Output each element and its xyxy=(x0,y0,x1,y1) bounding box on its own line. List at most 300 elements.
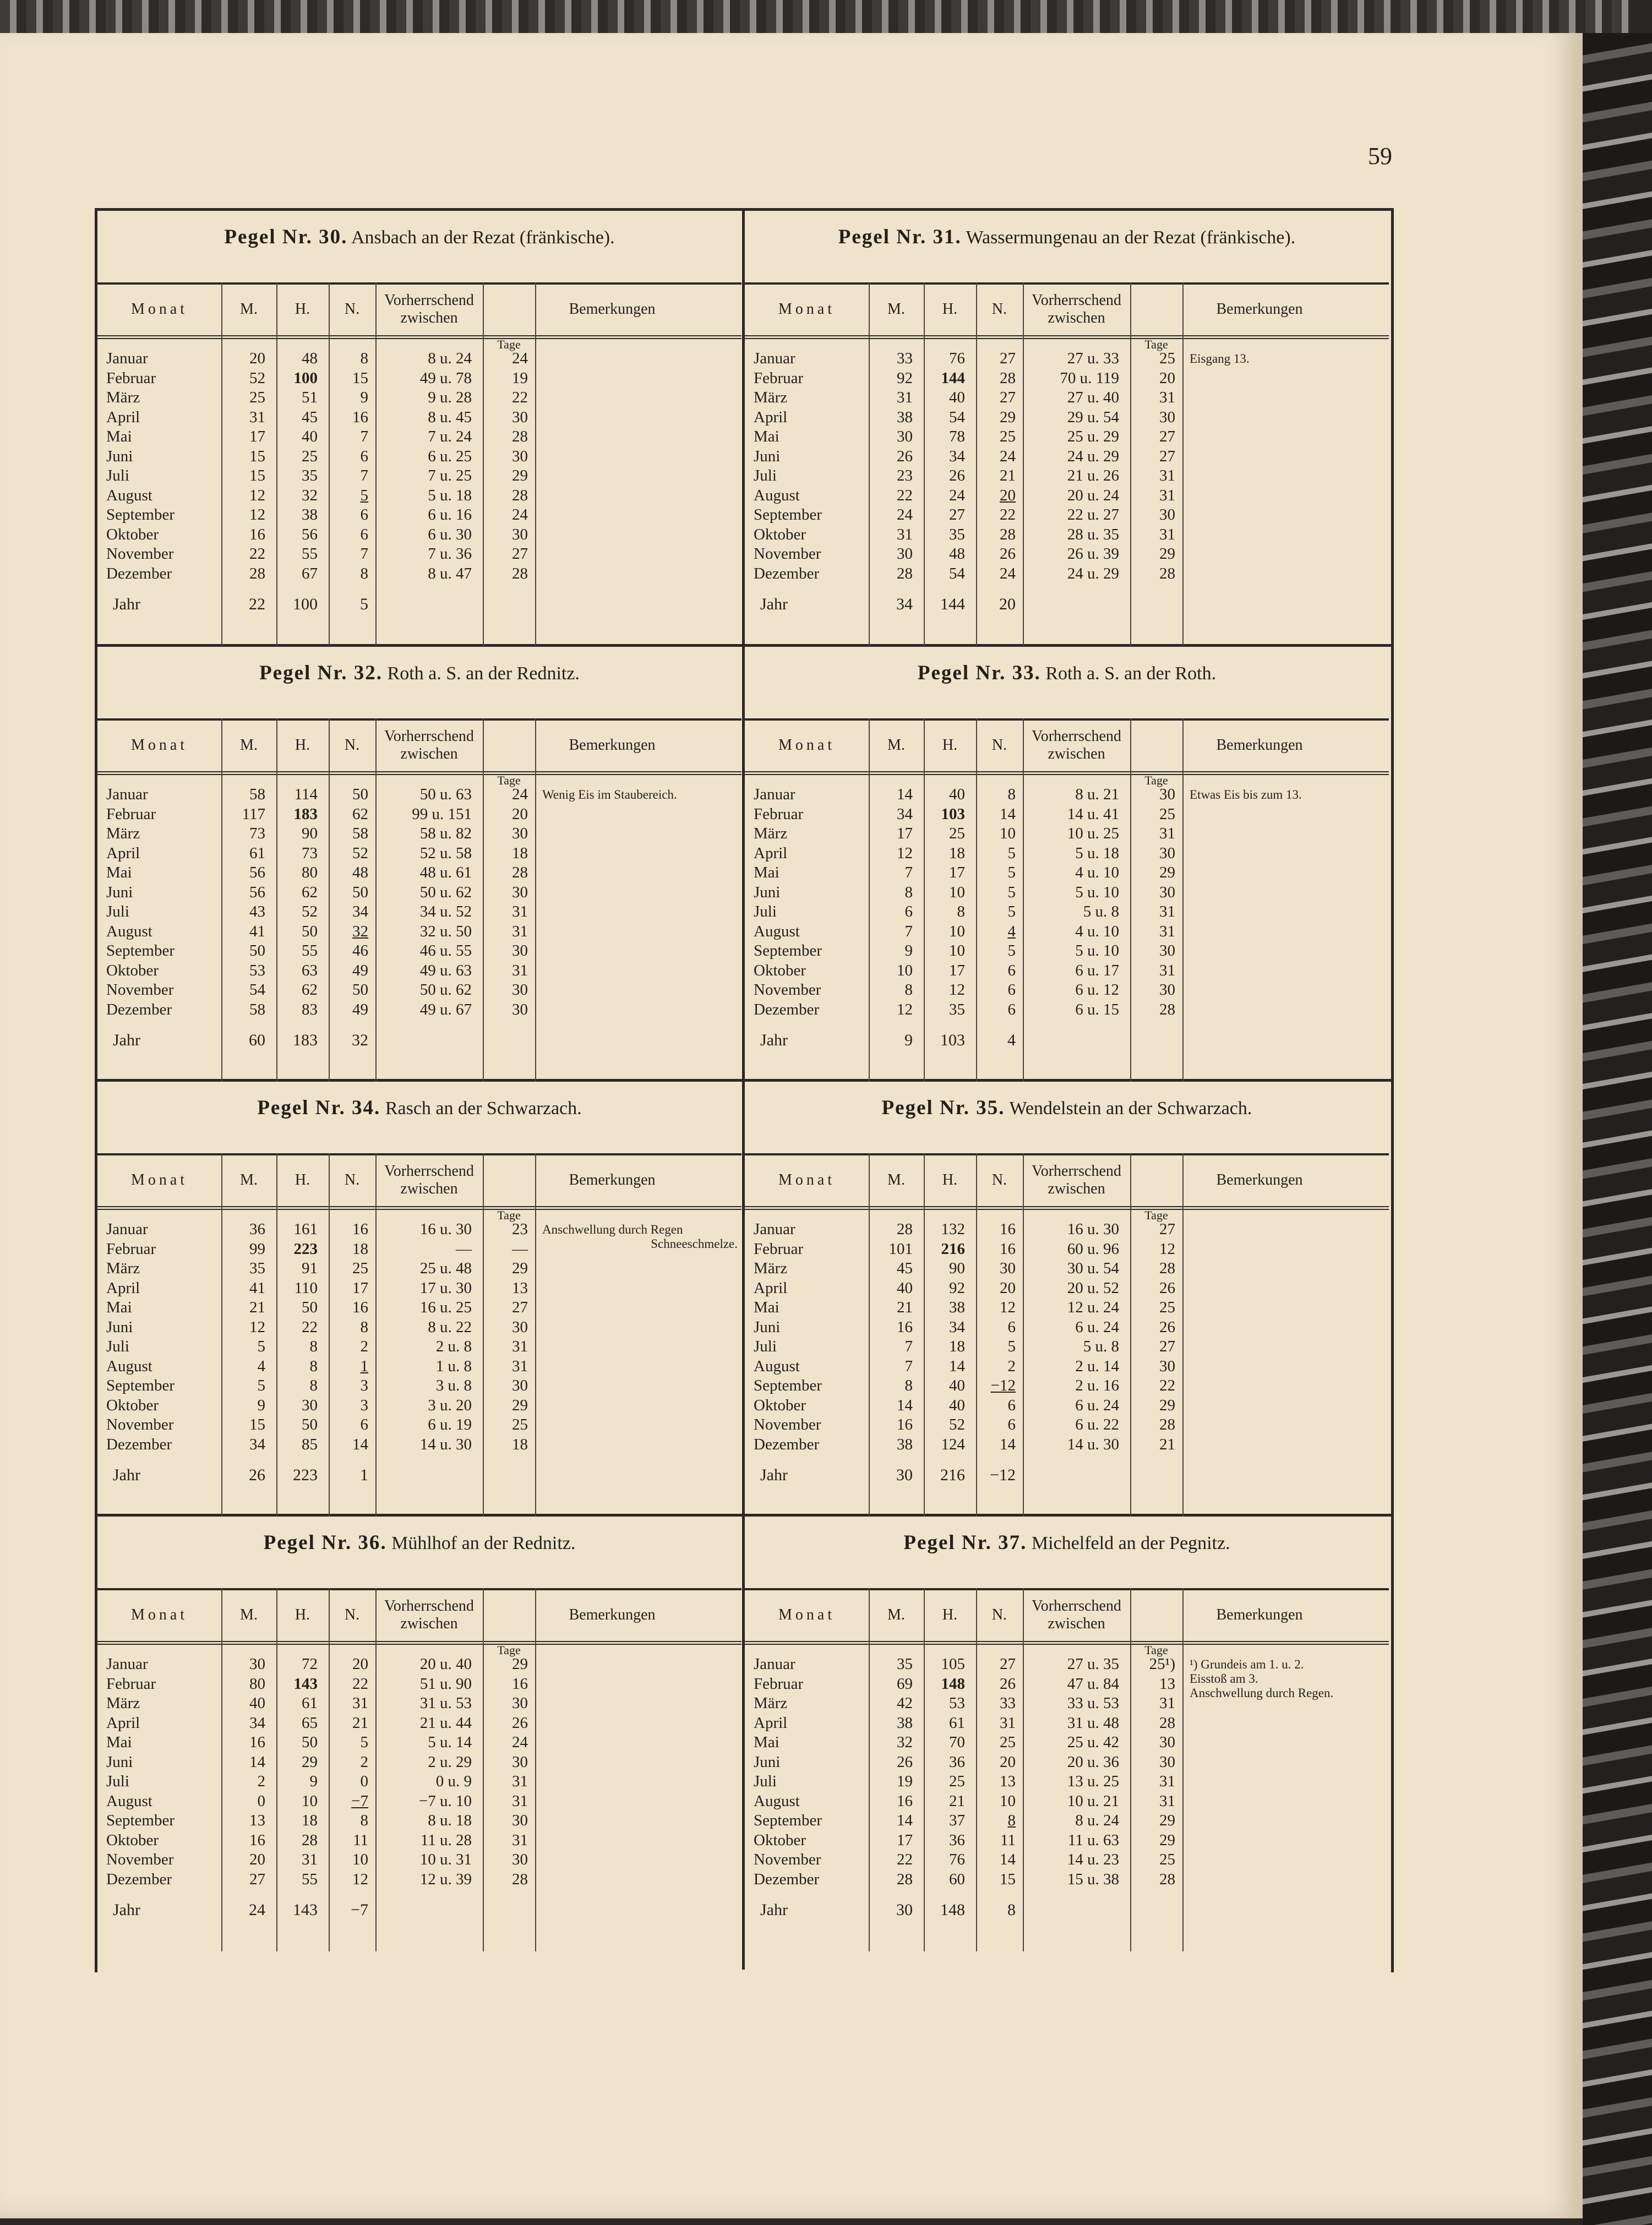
remarks xyxy=(1190,1657,1385,1700)
m-cell: 8 xyxy=(904,981,913,999)
table-row xyxy=(745,1436,1389,1455)
n-cell: 50 xyxy=(352,981,368,999)
table-row xyxy=(97,1436,742,1455)
table-row xyxy=(97,1753,742,1773)
h-cell: 27 xyxy=(949,506,965,523)
range-cell: — xyxy=(456,1240,472,1258)
month-cell: Oktober xyxy=(754,1396,806,1414)
year-h: 216 xyxy=(940,1466,965,1484)
month-cell: Januar xyxy=(106,350,148,367)
h-cell: 24 xyxy=(949,486,965,504)
range-cell: 5 u. 8 xyxy=(1083,1338,1119,1355)
m-cell: 61 xyxy=(249,844,265,862)
table-row xyxy=(97,1733,742,1753)
h-cell: 25 xyxy=(949,825,965,842)
h-cell: 10 xyxy=(949,942,965,959)
n-cell: 31 xyxy=(1000,1714,1016,1732)
n-cell: 10 xyxy=(1000,1792,1016,1810)
tage-cell: 28 xyxy=(1159,564,1175,582)
month-cell: August xyxy=(106,1357,152,1375)
table-row xyxy=(745,1870,1389,1890)
table-row xyxy=(97,1377,742,1397)
table-row xyxy=(745,923,1389,942)
header-vorherrschend: Vorherrschend zwischen xyxy=(1032,292,1121,326)
m-cell: 10 xyxy=(897,961,913,979)
h-cell: 51 xyxy=(302,389,318,406)
tage-cell: 18 xyxy=(512,1435,528,1453)
table-row xyxy=(97,408,742,428)
m-cell: 38 xyxy=(897,408,913,426)
n-cell: 6 xyxy=(1007,981,1016,999)
h-cell: 12 xyxy=(949,981,965,999)
year-row xyxy=(97,1466,742,1486)
header-m: M. xyxy=(887,301,905,318)
range-cell: 49 u. 78 xyxy=(419,369,472,387)
year-row xyxy=(97,595,742,615)
n-cell: 27 xyxy=(1000,350,1016,367)
header-rule xyxy=(97,338,742,339)
block-title xyxy=(97,1096,742,1120)
month-cell: Juni xyxy=(754,1318,781,1336)
h-cell: 8 xyxy=(957,903,965,920)
year-h: 183 xyxy=(293,1031,318,1049)
h-cell: 32 xyxy=(302,486,318,504)
header-vorherrschend: Vorherrschend zwischen xyxy=(1032,1163,1121,1197)
tage-cell: 31 xyxy=(512,903,528,920)
header-n: N. xyxy=(344,737,360,754)
remarks xyxy=(542,788,738,802)
range-cell: 8 u. 21 xyxy=(1075,786,1119,803)
month-cell: März xyxy=(106,389,140,406)
block-title xyxy=(97,661,742,685)
table-row xyxy=(97,389,742,408)
m-cell: 38 xyxy=(897,1714,913,1732)
m-cell: 9 xyxy=(904,942,913,959)
table-row xyxy=(745,1318,1389,1338)
block-title xyxy=(745,1531,1389,1555)
month-cell: November xyxy=(754,1416,821,1433)
range-cell: 33 u. 53 xyxy=(1067,1694,1119,1712)
range-cell: 70 u. 119 xyxy=(1060,369,1119,387)
block-title xyxy=(745,1096,1389,1120)
h-cell: 26 xyxy=(949,467,965,484)
table-row xyxy=(745,467,1389,487)
range-cell: 5 u. 8 xyxy=(1083,903,1119,920)
range-cell: 8 u. 24 xyxy=(1075,1812,1119,1829)
m-cell: 16 xyxy=(897,1318,913,1336)
year-n: −12 xyxy=(990,1466,1016,1484)
tage-cell: 30 xyxy=(512,1851,528,1868)
tage-cell: 28 xyxy=(512,428,528,445)
range-cell: 50 u. 63 xyxy=(419,786,472,803)
tage-cell: 23 xyxy=(512,1220,528,1238)
h-cell: 35 xyxy=(949,525,965,543)
tage-cell: 26 xyxy=(1159,1318,1175,1336)
table-row xyxy=(97,1773,742,1792)
tage-cell: 21 xyxy=(1159,1435,1175,1453)
table-row xyxy=(745,1338,1389,1357)
h-cell: 72 xyxy=(302,1655,318,1673)
table-row xyxy=(97,923,742,942)
n-cell: 46 xyxy=(352,942,368,959)
table-row xyxy=(745,1812,1389,1831)
range-cell: 4 u. 10 xyxy=(1075,864,1119,881)
header-monat: Monat xyxy=(778,1606,836,1623)
n-cell: 18 xyxy=(352,1240,368,1258)
month-cell: März xyxy=(754,389,788,406)
block-title xyxy=(97,1531,742,1555)
m-cell: 8 xyxy=(904,1377,913,1394)
tage-cell: 30 xyxy=(1159,844,1175,862)
header-bemerkungen: Bemerkungen xyxy=(569,301,656,318)
n-cell: 29 xyxy=(1000,408,1016,426)
header-monat: Monat xyxy=(130,737,188,754)
h-cell: 100 xyxy=(293,369,318,387)
table-row xyxy=(745,1416,1389,1436)
range-cell: 20 u. 52 xyxy=(1067,1279,1119,1297)
n-cell: 25 xyxy=(352,1259,368,1277)
station-name: Roth a. S. an der Rednitz. xyxy=(383,663,580,684)
n-cell: 50 xyxy=(352,883,368,901)
h-cell: 25 xyxy=(302,447,318,465)
n-cell: 20 xyxy=(1000,486,1016,504)
n-cell: 13 xyxy=(1000,1773,1016,1790)
h-cell: 35 xyxy=(302,467,318,484)
year-h: 148 xyxy=(940,1901,965,1919)
header-h: H. xyxy=(942,1171,958,1188)
pegel-label: Pegel Nr. 36. xyxy=(263,1531,387,1554)
range-cell: 0 u. 9 xyxy=(435,1773,472,1790)
range-cell: 25 u. 42 xyxy=(1067,1733,1119,1751)
tage-cell: 27 xyxy=(1159,1338,1175,1355)
tage-cell: 13 xyxy=(1159,1675,1175,1693)
month-cell: Januar xyxy=(754,1220,795,1238)
m-cell: 12 xyxy=(249,486,265,504)
m-cell: 28 xyxy=(249,564,265,582)
tage-cell: 28 xyxy=(1159,1714,1175,1732)
station-name: Wassermungenau an der Rezat (fränkische). xyxy=(961,227,1296,248)
month-cell: Mai xyxy=(106,1299,132,1316)
range-cell: 16 u. 25 xyxy=(419,1299,472,1316)
n-cell: 10 xyxy=(1000,825,1016,842)
h-cell: 18 xyxy=(302,1812,318,1829)
remark-line: Eisstoß am 3. xyxy=(1190,1672,1258,1686)
n-cell: 6 xyxy=(1007,1416,1016,1433)
month-cell: April xyxy=(106,1279,140,1297)
table-row xyxy=(97,844,742,864)
remark-line: ¹) Grundeis am 1. u. 2. xyxy=(1190,1657,1304,1671)
tage-cell: 31 xyxy=(1159,486,1175,504)
m-cell: 20 xyxy=(249,1851,265,1868)
range-cell: 2 u. 14 xyxy=(1075,1357,1119,1375)
month-cell: Oktober xyxy=(106,961,159,979)
month-cell: Mai xyxy=(106,1733,132,1751)
month-cell: Januar xyxy=(754,1655,795,1673)
month-cell: Oktober xyxy=(754,961,806,979)
tage-cell: 31 xyxy=(1159,1792,1175,1810)
table-row xyxy=(745,1377,1389,1397)
data-table xyxy=(97,718,742,1082)
m-cell: 13 xyxy=(249,1812,265,1829)
month-cell: Juni xyxy=(106,1318,133,1336)
h-cell: 63 xyxy=(302,961,318,979)
m-cell: 52 xyxy=(249,369,265,387)
year-n: −7 xyxy=(351,1901,368,1919)
month-cell: Februar xyxy=(106,1240,156,1258)
header-vorherrschend: Vorherrschend zwischen xyxy=(1032,728,1121,762)
tage-cell: 29 xyxy=(1159,1831,1175,1849)
year-label: Jahr xyxy=(760,1466,788,1484)
n-cell: 22 xyxy=(352,1675,368,1693)
m-cell: 43 xyxy=(249,903,265,920)
header-rule xyxy=(745,338,1389,339)
gauge-block-31 xyxy=(745,211,1389,646)
month-cell: Juli xyxy=(106,1338,129,1355)
range-cell: 52 u. 58 xyxy=(419,844,472,862)
table-row xyxy=(745,1259,1389,1279)
header-vorherrschend: Vorherrschend zwischen xyxy=(1032,1597,1121,1632)
m-cell: 22 xyxy=(897,1851,913,1868)
h-cell: 54 xyxy=(949,564,965,582)
range-cell: 99 u. 151 xyxy=(412,805,472,823)
n-cell: 4 xyxy=(1007,922,1016,940)
m-cell: 38 xyxy=(897,1435,913,1453)
range-cell: 8 u. 22 xyxy=(428,1318,472,1336)
n-cell: 14 xyxy=(352,1435,368,1453)
table-row xyxy=(97,1001,742,1021)
range-cell: 7 u. 24 xyxy=(428,428,472,445)
table-row xyxy=(745,428,1389,448)
tage-cell: 28 xyxy=(512,564,528,582)
range-cell: 10 u. 31 xyxy=(419,1851,472,1868)
h-cell: 9 xyxy=(309,1773,318,1790)
m-cell: 41 xyxy=(249,922,265,940)
n-cell: 12 xyxy=(1000,1299,1016,1316)
tage-cell: 31 xyxy=(1159,825,1175,842)
h-cell: 36 xyxy=(949,1831,965,1849)
m-cell: 42 xyxy=(897,1694,913,1712)
range-cell: 31 u. 48 xyxy=(1067,1714,1119,1732)
tage-cell: 19 xyxy=(512,369,528,387)
month-cell: März xyxy=(106,1259,140,1277)
m-cell: 17 xyxy=(897,825,913,842)
tage-cell: 30 xyxy=(1159,408,1175,426)
range-cell: 21 u. 26 xyxy=(1067,467,1119,484)
tage-cell: 30 xyxy=(1159,981,1175,999)
n-cell: 3 xyxy=(360,1396,368,1414)
h-cell: 62 xyxy=(302,981,318,999)
tage-cell: 13 xyxy=(512,1279,528,1297)
m-cell: 27 xyxy=(249,1870,265,1888)
h-cell: 143 xyxy=(293,1675,318,1693)
table-row xyxy=(97,428,742,448)
tage-cell: 30 xyxy=(1159,1753,1175,1771)
n-cell: 8 xyxy=(1007,1812,1016,1829)
year-h: 103 xyxy=(940,1031,965,1049)
n-cell: 25 xyxy=(1000,428,1016,445)
tage-cell: 30 xyxy=(512,1318,528,1336)
year-n: 1 xyxy=(360,1466,368,1484)
range-cell: 4 u. 10 xyxy=(1075,922,1119,940)
range-cell: 27 u. 40 xyxy=(1067,389,1119,406)
n-cell: 0 xyxy=(360,1773,368,1790)
m-cell: 34 xyxy=(249,1435,265,1453)
table-row xyxy=(745,1397,1389,1416)
month-cell: April xyxy=(754,844,788,862)
range-cell: 14 u. 23 xyxy=(1067,1851,1119,1868)
tage-cell: 30 xyxy=(512,1753,528,1771)
table-row xyxy=(745,962,1389,981)
h-cell: 216 xyxy=(941,1240,965,1258)
n-cell: 17 xyxy=(352,1279,368,1297)
table-row xyxy=(97,1357,742,1377)
tage-cell: 30 xyxy=(512,525,528,543)
h-cell: 62 xyxy=(302,883,318,901)
range-cell: 14 u. 30 xyxy=(419,1435,472,1453)
range-cell: 29 u. 54 xyxy=(1067,408,1119,426)
m-cell: 73 xyxy=(249,825,265,842)
n-cell: 22 xyxy=(1000,506,1016,523)
tage-cell: 26 xyxy=(1159,1279,1175,1297)
month-cell: April xyxy=(106,844,140,862)
header-n: N. xyxy=(991,1606,1007,1623)
station-name: Ansbach an der Rezat (fränkische). xyxy=(347,227,615,248)
range-cell: 32 u. 50 xyxy=(419,922,472,940)
range-cell: 21 u. 44 xyxy=(419,1714,472,1732)
tage-cell: 27 xyxy=(512,1299,528,1316)
header-monat: Monat xyxy=(778,1171,836,1188)
table-row xyxy=(97,1299,742,1318)
header-vorherrschend: Vorherrschend zwischen xyxy=(384,1163,474,1197)
table-row xyxy=(97,565,742,585)
tage-cell: 31 xyxy=(1159,922,1175,940)
year-h: 143 xyxy=(293,1901,318,1919)
month-cell: Februar xyxy=(106,369,156,387)
m-cell: 40 xyxy=(897,1279,913,1297)
n-cell: 6 xyxy=(360,525,368,543)
data-table xyxy=(97,1588,742,1951)
h-cell: 70 xyxy=(949,1733,965,1751)
header-m: M. xyxy=(887,1171,905,1188)
range-cell: 6 u. 16 xyxy=(428,506,472,523)
tage-cell: 28 xyxy=(1159,1870,1175,1888)
header-rule xyxy=(745,774,1389,775)
h-cell: 53 xyxy=(949,1694,965,1712)
h-cell: 45 xyxy=(302,408,318,426)
tage-cell: 16 xyxy=(512,1675,528,1693)
m-cell: 7 xyxy=(904,864,913,881)
n-cell: 27 xyxy=(1000,1655,1016,1673)
n-cell: 5 xyxy=(1007,844,1016,862)
header-bemerkungen: Bemerkungen xyxy=(1216,1606,1303,1623)
year-label: Jahr xyxy=(760,1031,788,1049)
table-row xyxy=(745,981,1389,1001)
n-cell: 11 xyxy=(1000,1831,1016,1849)
header-vorherrschend: Vorherrschend zwischen xyxy=(384,728,474,762)
n-cell: 21 xyxy=(1000,467,1016,484)
h-cell: 48 xyxy=(302,350,318,367)
h-cell: 38 xyxy=(302,506,318,523)
month-cell: Dezember xyxy=(754,1435,820,1453)
tage-cell: 27 xyxy=(1159,447,1175,465)
header-rule xyxy=(745,1644,1389,1645)
tage-cell: 20 xyxy=(1159,369,1175,387)
block-title xyxy=(745,225,1389,249)
tage-cell: 25 xyxy=(1159,1851,1175,1868)
year-label: Jahr xyxy=(113,595,140,613)
h-cell: 85 xyxy=(302,1435,318,1453)
range-cell: 20 u. 24 xyxy=(1067,486,1119,504)
n-cell: 20 xyxy=(352,1655,368,1673)
tage-cell: 30 xyxy=(512,1812,528,1829)
h-cell: 73 xyxy=(302,844,318,862)
range-cell: 6 u. 12 xyxy=(1075,981,1119,999)
header-bemerkungen: Bemerkungen xyxy=(1216,301,1303,318)
year-row xyxy=(97,1031,742,1051)
n-cell: 5 xyxy=(360,1733,368,1751)
m-cell: 15 xyxy=(249,467,265,484)
month-cell: Juli xyxy=(106,903,129,920)
m-cell: 69 xyxy=(897,1675,913,1693)
m-cell: 34 xyxy=(249,1714,265,1732)
tage-cell: 31 xyxy=(1159,961,1175,979)
n-cell: 33 xyxy=(1000,1694,1016,1712)
pegel-label: Pegel Nr. 32. xyxy=(259,662,383,684)
table-row xyxy=(97,1870,742,1890)
header-h: H. xyxy=(295,1171,310,1188)
n-cell: 16 xyxy=(1000,1240,1016,1258)
h-cell: 21 xyxy=(949,1792,965,1810)
m-cell: 7 xyxy=(904,1338,913,1355)
m-cell: 32 xyxy=(897,1733,913,1751)
year-m: 22 xyxy=(249,595,265,613)
m-cell: 26 xyxy=(897,447,913,465)
table-row xyxy=(745,1220,1389,1240)
tage-cell: 28 xyxy=(1159,1259,1175,1277)
year-h: 100 xyxy=(293,595,318,613)
table-row xyxy=(745,565,1389,585)
tage-cell: 31 xyxy=(1159,1773,1175,1790)
table-row xyxy=(745,1714,1389,1734)
year-n: 4 xyxy=(1007,1031,1016,1049)
h-cell: 40 xyxy=(949,389,965,406)
h-cell: 90 xyxy=(302,825,318,842)
tage-cell: 27 xyxy=(1159,1220,1175,1238)
table-row xyxy=(97,506,742,526)
m-cell: 56 xyxy=(249,883,265,901)
m-cell: 12 xyxy=(249,506,265,523)
range-cell: 5 u. 14 xyxy=(428,1733,472,1751)
n-cell: 3 xyxy=(360,1377,368,1394)
header-n: N. xyxy=(344,1606,360,1623)
m-cell: 31 xyxy=(897,525,913,543)
table-row xyxy=(745,408,1389,428)
range-cell: 24 u. 29 xyxy=(1067,447,1119,465)
n-cell: 8 xyxy=(360,1812,368,1829)
remark-line: Wenig Eis im Staubereich. xyxy=(542,788,677,801)
month-cell: Oktober xyxy=(106,525,159,543)
month-cell: März xyxy=(754,1694,788,1712)
tage-cell: 30 xyxy=(512,981,528,999)
header-m: M. xyxy=(887,1606,905,1623)
m-cell: 30 xyxy=(897,545,913,563)
range-cell: 50 u. 62 xyxy=(419,883,472,901)
tage-cell: 30 xyxy=(512,883,528,901)
table-row xyxy=(745,1240,1389,1260)
year-label: Jahr xyxy=(113,1031,140,1049)
n-cell: 10 xyxy=(352,1851,368,1868)
table-row xyxy=(745,864,1389,884)
